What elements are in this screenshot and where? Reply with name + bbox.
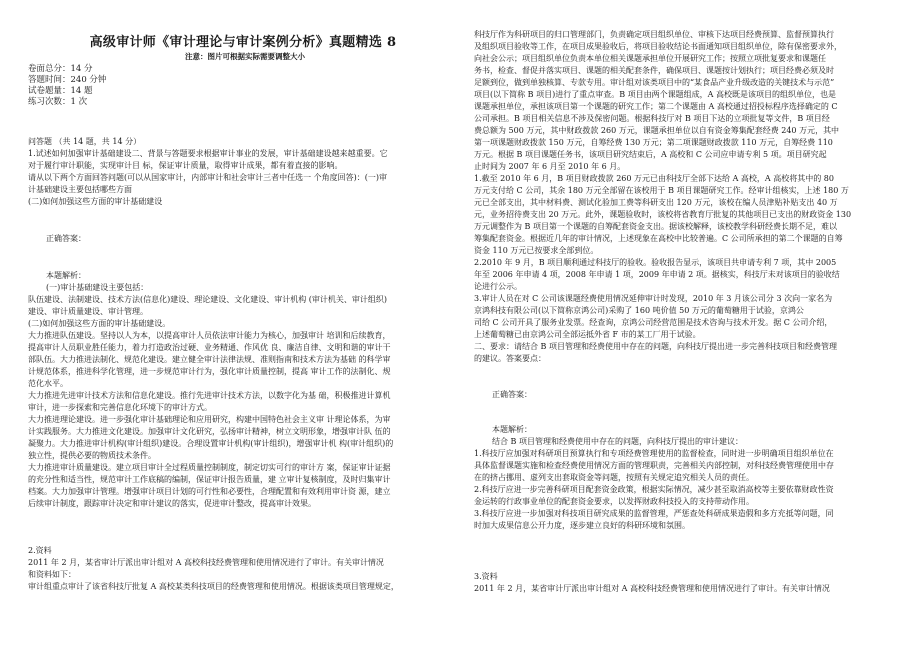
analysis-line: (二)如何加强这些方面的审计基础建设。 bbox=[28, 319, 171, 328]
q2-body-line: 元，业务招待费支出 20 万元。此外，课题验收时，该校将省教育厅批复的其他项目已支出的财政资金 130 bbox=[474, 210, 852, 219]
question-3-block bbox=[474, 571, 892, 595]
q2-body-line: 万元支付给 C 公司，其余 180 万元全部留在该校用于 B 项目课题研究工作。经审计组核实，上述 180 万 bbox=[474, 186, 849, 195]
analysis-line: 部队伍。大力推进法制化、规范化建设。建立健全审计法律法规、准则指南和技术方法为基础 的科学审 bbox=[28, 355, 391, 364]
analysis-line: 大力推进先进审计技术方法和信息化建设。推行先进审计技术方法，以数字化为基 础，积极推进计算机 bbox=[28, 391, 391, 400]
analysis-line: 在的挤占挪用、虚列支出套取资金等问题，按照有关规定追究相关人员的责任。 bbox=[474, 473, 754, 482]
analysis-line: 计实践服务。大力推进文化建设。加强审计文化研究，弘扬审计精神，树立文明形象，增强审计队 伍的 bbox=[28, 427, 391, 436]
analysis-line: 3.科技厅应进一步加强对科技项目研究成果的监督管理，严惩查处科研成果造假和多方充抵等问题，同 bbox=[474, 509, 834, 518]
analysis-line: 大力推进理论建设。进一步强化审计基础理论和应用研究，构建中国特色社会主义审 计理论体系，为审 bbox=[28, 415, 391, 424]
analysis-line: 审计，进一步探索和完善信息化环境下的审计方式。 bbox=[28, 403, 212, 412]
meta-attempts: 练习次数：1 次 bbox=[28, 97, 88, 107]
q2-body-line: 万元调整作为 B 项目第一个课题的自筹配套资金支出。据该校解释，该校教学科研经费长期不足，难以 bbox=[474, 222, 837, 231]
q2-line: 和资料如下： bbox=[28, 570, 76, 579]
q3-title: 3.资料 bbox=[474, 572, 498, 581]
q2-body-line: 筹集配套资金。根据近几年的审计情况，上述现象在高校中比较普遍。C 公司所承担的第二个课题的自筹 bbox=[474, 234, 843, 243]
exam-meta bbox=[28, 64, 106, 108]
q1-line: 对于履行审计职能，实现审计目 标，保证审计质量，取得审计成果，都有着直接的影响。 bbox=[28, 161, 343, 170]
analysis-line: 后续审计制度，跟踪审计决定和审计建议的落实，促进审计整改，提高审计效果。 bbox=[28, 499, 316, 508]
page-title: 高级审计师《审计理论与审计案例分析》真题精选 8 bbox=[89, 35, 397, 50]
q2-body-line: 务书，检查、督促并落实项目、课题的相关配套条件，确保项目、课题按计划执行；项目经费必须及时 bbox=[474, 66, 834, 75]
notice-text: 注意：图片可根据实际需要调整大小 bbox=[185, 52, 305, 61]
q2-body-line: 公司承担。B 项目相关信息不涉及保密问题。根据科技厅对 B 项目下达的立项批复等文件，B 项目经 bbox=[474, 114, 830, 123]
q2-body-line: 3.审计人员在对 C 公司该课题经费使用情况延伸审计时发现，2010 年 3 月该公司分 3 次向一家名为 bbox=[474, 294, 833, 303]
q2-title: 2.资料 bbox=[28, 546, 52, 555]
q1-line: 请从以下两个方面回答问题(可以从国家审计，内部审计和社会审计三者中任选一 个角度回答)：(一)审 bbox=[28, 173, 388, 182]
analysis-line: 具体监督课题实施和检查经费使用情况方面的管理职责，完善相关内部控制，对科技经费管理使用中存 bbox=[474, 461, 834, 470]
right-column bbox=[472, 0, 914, 651]
q2-body-line: 止时间为 2007 年 6 月至 2010 年 6 月。 bbox=[474, 162, 626, 171]
analysis-line: 大力推进队伍建设。坚持以人为本，以提高审计人员依法审计能力为核心，加强审计 培训和后续教育， bbox=[28, 331, 391, 340]
q2-line: 审计组重点审计了该省科技厅批复 A 高校某类科技项目的经费管理和使用情况。根据该类项目管理规定， bbox=[28, 582, 399, 591]
analysis-label: 本题解析： bbox=[46, 271, 86, 280]
analysis-line: 金运转的行政事业单位的配套资金要求，以发挥财政科技投入的支持带动作用。 bbox=[474, 497, 754, 506]
q1-analysis bbox=[28, 270, 452, 510]
q2-body-line: 2.2010 年 9 月，B 项目顺利通过科技厅的验收。验收报告显示，该项目共申请专利 7 项，其中 2005 bbox=[474, 258, 837, 267]
q2-body-line: 课题承担单位，承担该项目第一个课题的研究工作；第二个课题由 A 高校通过招投标程序选择确定的 C bbox=[474, 102, 838, 111]
analysis-line: 凝聚力。大力推进审计机构(审计组织)建设。合理设置审计机构(审计组织)，增强审计机 构(审计组织)的 bbox=[28, 439, 394, 448]
q1-correct-answer bbox=[28, 233, 452, 245]
q2-line: 2011 年 2 月，某省审计厅派出审计组对 A 高校科技经费管理和使用情况进行了审计。有关审计情况 bbox=[28, 558, 384, 567]
q2-body-line: 的建议。答案要点： bbox=[474, 354, 546, 363]
q2-body-line: 第一项课题财政拨款 150 万元，自筹经费 130 万元；第二项课题财政拨款 110 万元，自筹经费 110 bbox=[474, 138, 833, 147]
correct-answer-label: 正确答案： bbox=[46, 234, 86, 243]
question-1-block bbox=[28, 136, 452, 208]
q2-analysis bbox=[474, 424, 892, 532]
analysis-label: 本题解析： bbox=[492, 425, 532, 434]
q2-body-line: 京鸿科技有限公司(以下简称京鸿公司)采购了 160 吨价值 50 万元的葡萄糖用于试验，京鸿公 bbox=[474, 306, 804, 315]
q2-body-line: 论进行公示。 bbox=[474, 282, 522, 291]
q2-body-line: 万元。根据 B 项目课题任务书，该项目研究结束后，A 高校和 C 公司应申请专利 5 项。项目研究起 bbox=[474, 150, 827, 159]
analysis-line: 建设、审计质量建设、审计管理。 bbox=[28, 307, 148, 316]
analysis-line: 1.科技厅应加强对科研项目预算执行和专项经费管理使用的监督检查，同时进一步明确项目组织单位在 bbox=[474, 449, 834, 458]
analysis-line: 结合 B 项目管理和经费使用中存在的问题，向科技厅提出的审计建议： bbox=[492, 437, 743, 446]
analysis-line: 提高审计人员职业胜任能力，着力打造政治过硬、业务精通、作风优 良、廉洁自律、文明和谐的审计干 bbox=[28, 343, 391, 352]
q2-body-line: 科技厅作为科研项目的归口管理部门，负责确定项目组织单位、审核下达项目经费预算、监督预算执行 bbox=[474, 30, 834, 39]
q2-body-line: 司给 C 公司开具了服务业发票。经查询，京鸿公司经营范围是技术咨询与技术开发。据 C 公司介绍， bbox=[474, 318, 833, 327]
analysis-line: 的充分性和适当性，规范审计工作底稿的编制，保证审计报告质量，建 立审计复核制度，及时归集审计 bbox=[28, 475, 391, 484]
meta-duration: 答题时间：240 分钟 bbox=[28, 75, 107, 85]
analysis-line: 时加大成果信息公开力度，逐步建立良好的科研环境和氛围。 bbox=[474, 521, 690, 530]
q2-body-line: 费总额为 500 万元，其中财政拨款 260 万元，课题承担单位以自有资金筹集配套经费 240 万元，其中 bbox=[474, 126, 840, 135]
q1-line: (二)如何加强这些方面的审计基础建设 bbox=[28, 197, 163, 206]
q2-body-line: 项目(以下简称 B 项目)进行了重点审查。B 项目由两个课题组成，A 高校既是该项目的组织单位，也是 bbox=[474, 90, 836, 99]
q3-line: 2011 年 2 月，某省审计厅派出审计组对 A 高校科技经费管理和使用情况进行了审计。有关审计情况 bbox=[474, 584, 830, 593]
question-2-block bbox=[28, 545, 452, 593]
q2-continued bbox=[474, 29, 892, 365]
analysis-line: 2.科技厅应进一步完善科研项目配套资金政策，根据实际情况，减少甚至取消高校等主要依靠财政性资 bbox=[474, 485, 834, 494]
analysis-line: 范化水平。 bbox=[28, 379, 68, 388]
q2-body-line: 元已全部支出，其中材料费、测试化验加工费等科研支出 120 万元，该校在编人员津贴补贴支出 40 万 bbox=[474, 198, 838, 207]
q2-body-line: 向社会公示；项目组织单位负责本单位相关课题承担单位开展研究工作；按照立项批复要求和课题任 bbox=[474, 54, 826, 63]
q1-line: 1.试述如何加强审计基础建设二、背景与答题要求根据审计事业的发展，审计基础建设越来越重要。它 bbox=[28, 149, 388, 158]
analysis-line: 队伍建设、法制建设、技术方法(信息化)建设、理论建设、文化建设、审计机构 (审计机关、审计组织) bbox=[28, 295, 388, 304]
q2-body-line: 资金 110 万元已按要求全部到位。 bbox=[474, 246, 599, 255]
q2-body-line: 足额到位，做到单独核算、专款专用。审计组对该类项目中的“某食品产业升级改造的关键技术与示范” bbox=[474, 78, 835, 87]
q2-body-line: 二、要求：请结合 B 项目管理和经费使用中存在的问题，向科技厅提出进一步完善科技项目和经费管理 bbox=[474, 342, 837, 351]
correct-answer-label: 正确答案： bbox=[492, 390, 532, 399]
q2-body-line: 1.截至 2010 年 6 月，B 项目财政拨款 260 万元已由科技厅全部下达给 A 高校，A 高校将其中的 80 bbox=[474, 174, 834, 183]
q1-line: 计基础建设主要包括哪些方面 bbox=[28, 185, 132, 194]
q2-body-line: 上述葡萄糖已由京鸿公司全部运抵外省 F 市的某工厂用于试验。 bbox=[474, 330, 701, 339]
analysis-line: (一)审计基础建设主要包括： bbox=[46, 283, 149, 292]
section-header: 问答题 （共 14 题，共 14 分） bbox=[28, 137, 142, 146]
analysis-line: 大力推进审计质量建设。建立项目审计全过程质量控制制度，制定切实可行的审计方 案，保证审计证据 bbox=[28, 463, 391, 472]
analysis-line: 档案。大力加强审计管理。增强审计项目计划的可行性和必要性，合理配置和有效利用审计资 源，建立 bbox=[28, 487, 391, 496]
analysis-line: 计规范体系，推进科学化管理，进一步规范审计行为，强化审计质量控制，提高 审计工作的法制化、规 bbox=[28, 367, 391, 376]
q2-body-line: 年至 2006 年申请 4 项，2008 年申请 1 项，2009 年申请 2 项。据核实，科技厅未对该项目的验收结 bbox=[474, 270, 840, 279]
meta-question-count: 试卷题量：14 题 bbox=[28, 86, 93, 96]
meta-total-score: 卷面总分：14 分 bbox=[28, 64, 93, 74]
q2-correct-answer bbox=[474, 389, 892, 401]
analysis-line: 独立性，提供必要的物质技术条件。 bbox=[28, 451, 156, 460]
q2-body-line: 及组织项目验收等工作，在项目成果验收后，将项目验收结论书面通知项目组织单位，除有保密要求外， bbox=[474, 42, 842, 51]
